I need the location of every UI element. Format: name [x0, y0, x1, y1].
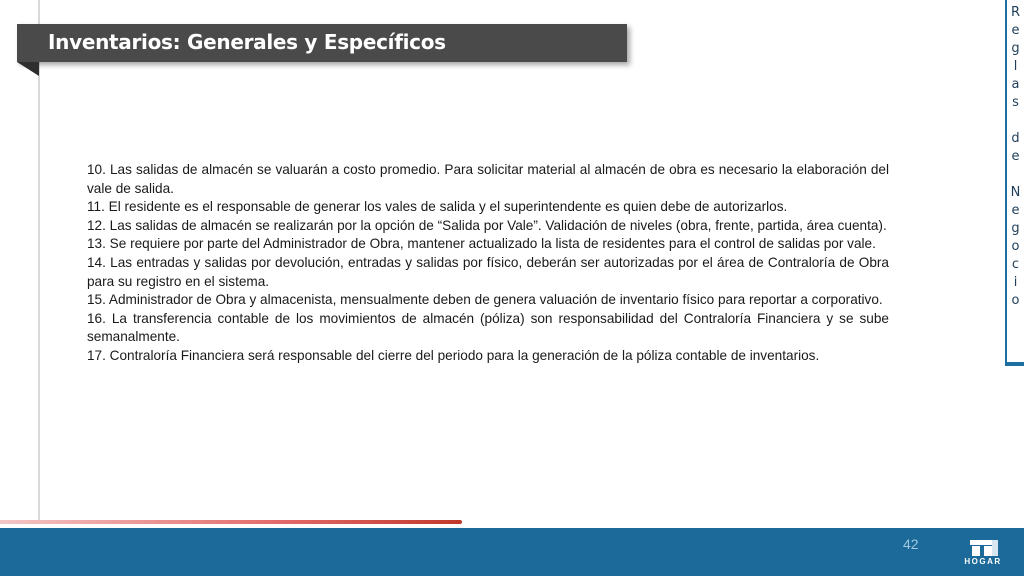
side-tab-reglas-de-negocio: [1003, 0, 1024, 366]
hogar-logo-text: HOGAR: [964, 557, 1002, 566]
rule-paragraph-12: 12. Las salidas de almacén se realizarán por la opción de “Salida por Vale”. Validación de niveles (obra, frente, partida, área cuenta).: [87, 217, 887, 233]
side-tab-letter: [1007, 166, 1024, 184]
title-bar-fold: [17, 62, 39, 76]
side-tab-letter: e: [1011, 149, 1020, 164]
rule-paragraph-17: 17. Contraloría Financiera será responsable del cierre del periodo para la generación de la póliza contable de inventarios.: [87, 347, 820, 363]
footer-bar: [0, 528, 1024, 576]
side-tab-letter: N: [1010, 185, 1021, 200]
rule-paragraph-10: 10. Las salidas de almacén se valuarán a costo promedio. Para solicitar material al almacén de obra es necesario la elaboración del vale de salida.: [87, 162, 889, 196]
side-tab-letter: R: [1010, 5, 1021, 20]
side-tab-letter: [1007, 112, 1024, 130]
page-number: 42: [903, 536, 919, 552]
side-tab-letter: o: [1011, 293, 1020, 308]
side-tab-label: [1007, 4, 1024, 310]
side-tab-letter: e: [1011, 23, 1020, 38]
side-tab-letter: a: [1011, 77, 1020, 92]
rule-paragraph-13: 13. Se requiere por parte del Administrador de Obra, mantener actualizado la lista de residentes para el control de salidas por vale.: [87, 236, 876, 252]
side-tab-letter: c: [1011, 257, 1020, 272]
rule-paragraph-15: 15. Administrador de Obra y almacenista, mensualmente deben de genera valuación de inventario físico para reportar a corporativo.: [87, 292, 883, 308]
rule-paragraph-14: 14. Las entradas y salidas por devolución, entradas y salidas por físico, deberán ser autorizadas por el área de Contraloría de Obra para su registro en el sistema.: [87, 254, 889, 289]
footer-accent-line: [0, 520, 462, 524]
rule-paragraph-11: 11. El residente es el responsable de generar los vales de salida y el superintendente es quien debe de autorizarlos.: [87, 199, 788, 215]
hogar-house-logo-icon: [958, 538, 1008, 558]
side-tab-letter: l: [1013, 59, 1018, 74]
side-tab-letter: o: [1011, 239, 1020, 254]
side-tab-letter: i: [1013, 275, 1018, 290]
left-vertical-rule: [38, 0, 40, 520]
slide-title: Inventarios: Generales y Específicos: [48, 30, 446, 54]
rule-paragraph-16: 16. La transferencia contable de los movimientos de almacén (póliza) son responsabilidad del Contraloría Financiera y se sube semanalmente.: [87, 310, 889, 345]
side-tab-letter: s: [1012, 95, 1019, 110]
side-tab-letter: d: [1011, 131, 1020, 146]
rules-text-block: [87, 161, 889, 366]
side-tab-letter: g: [1011, 41, 1020, 56]
title-bar: [17, 24, 627, 62]
side-tab-letter: e: [1011, 203, 1020, 218]
side-tab-letter: g: [1011, 221, 1020, 236]
hogar-logo: [958, 538, 1008, 570]
